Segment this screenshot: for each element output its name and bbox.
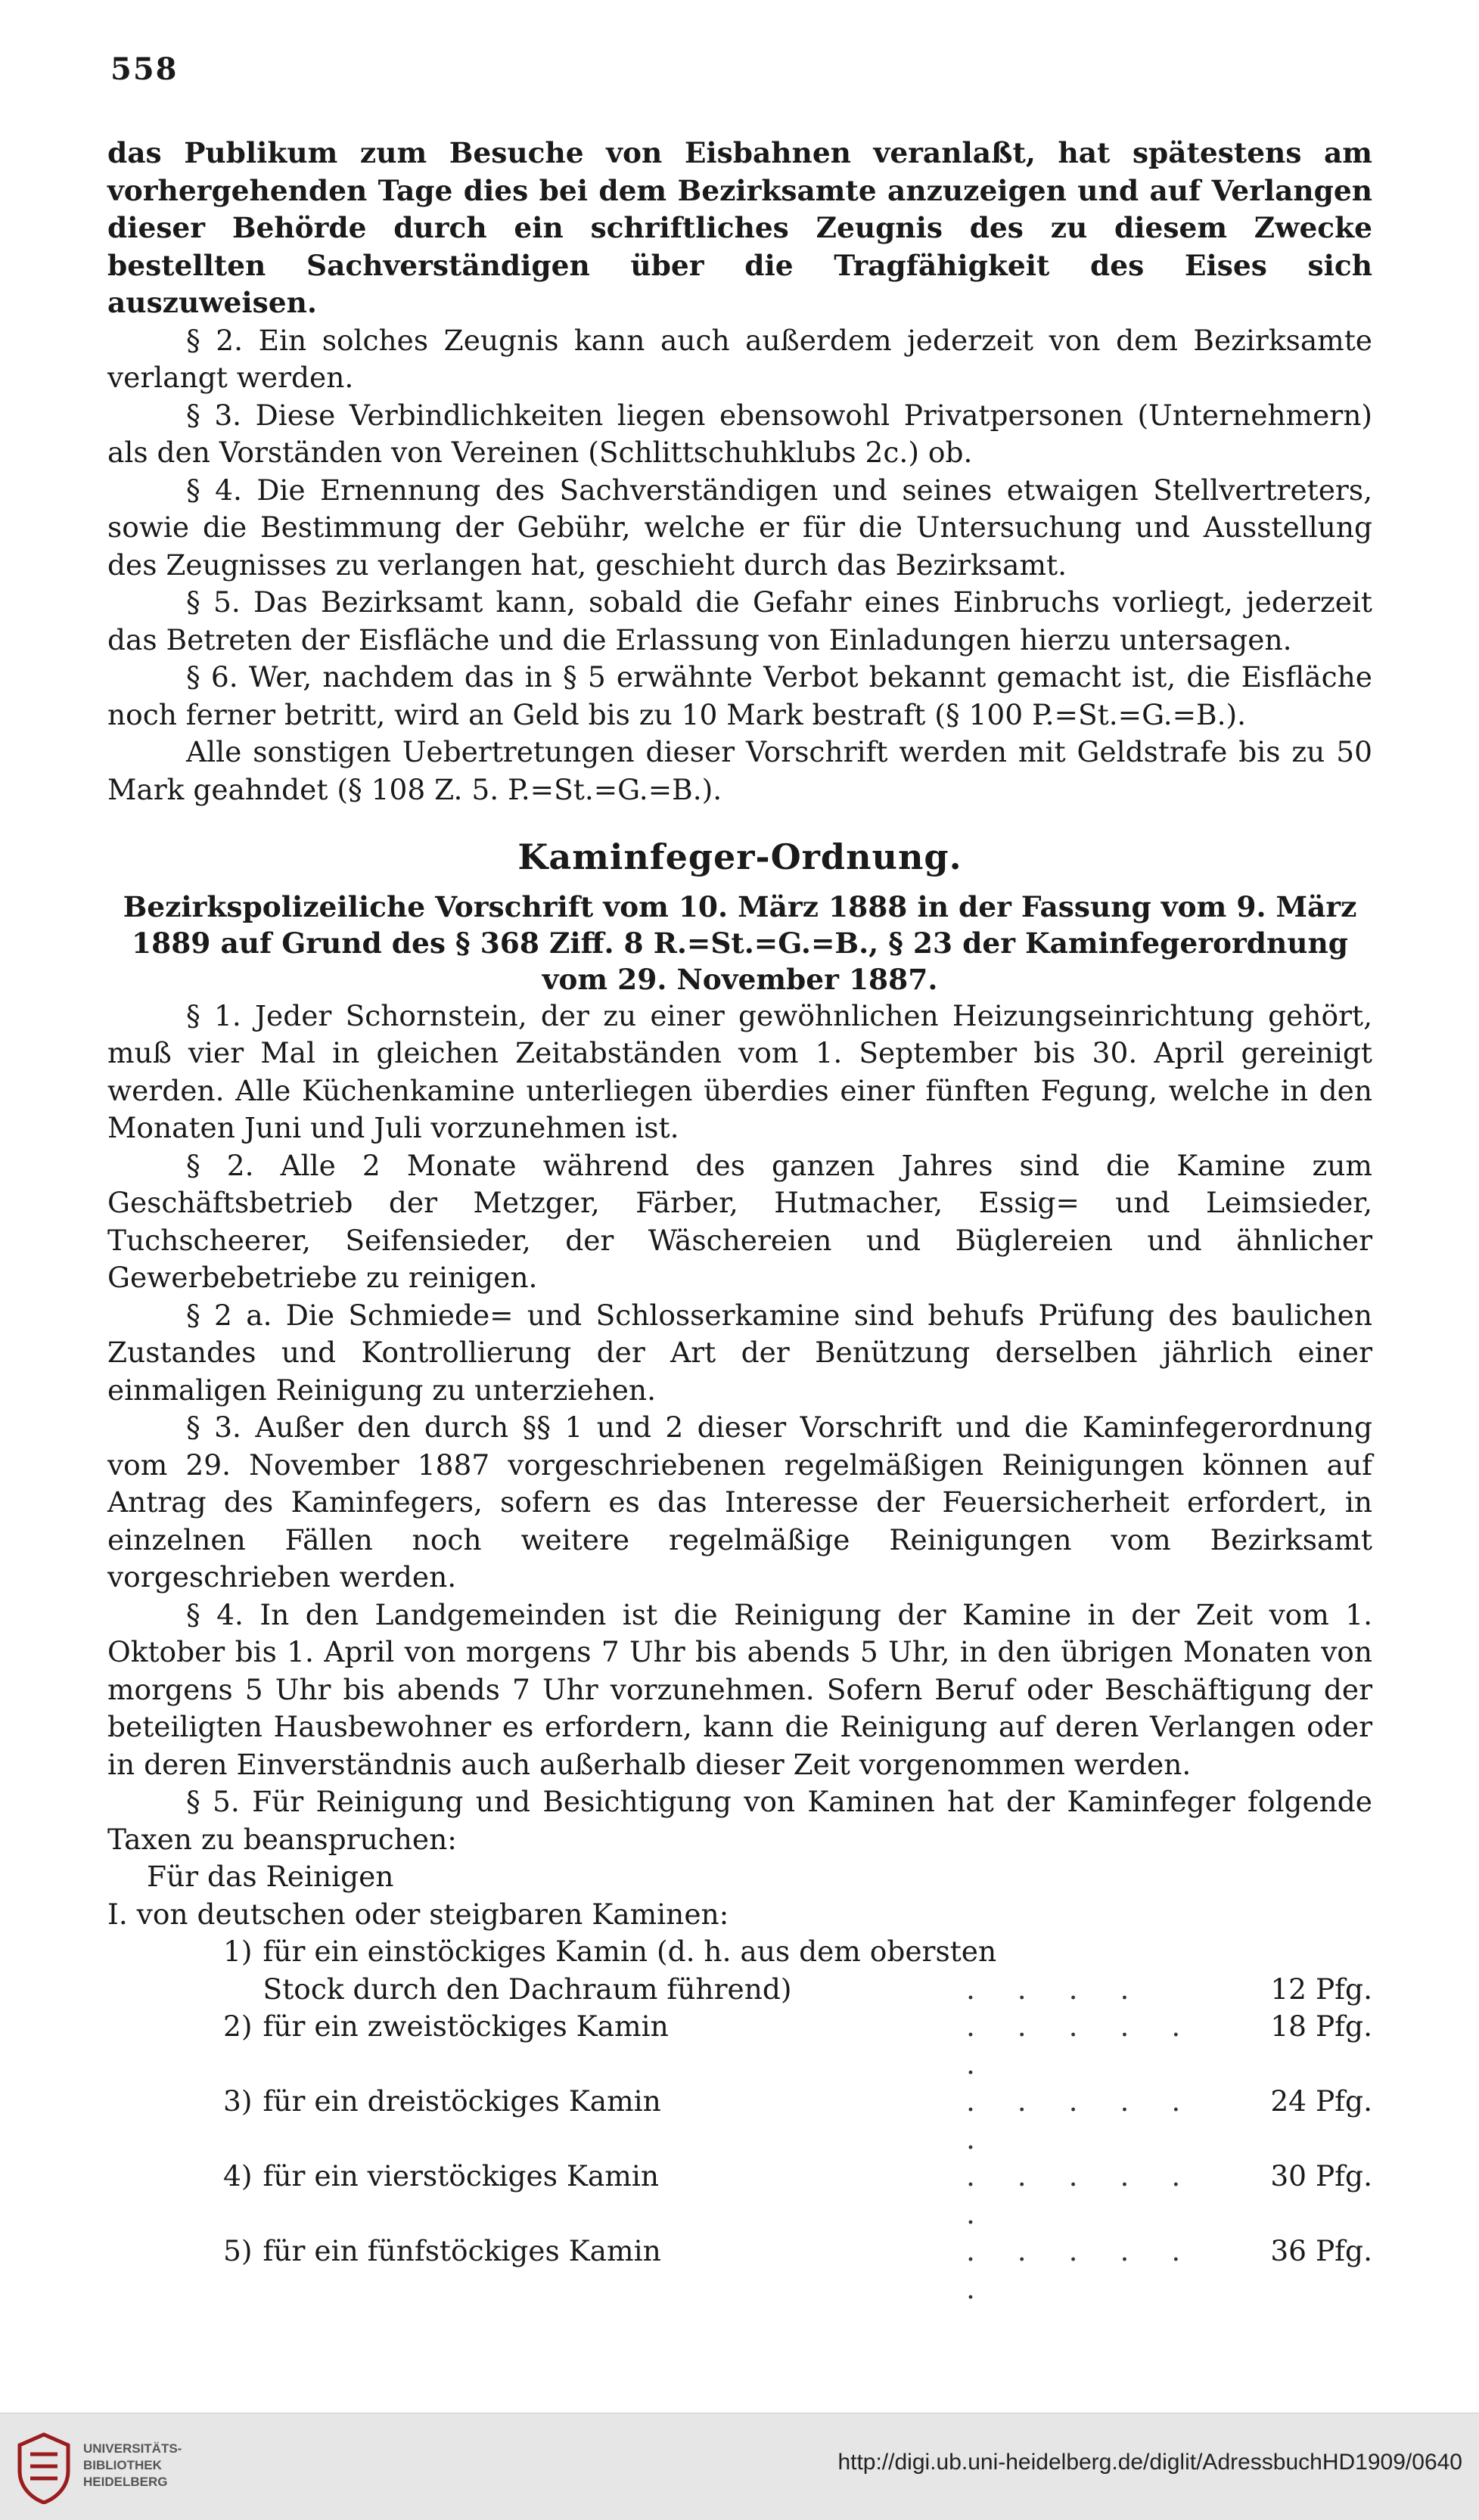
paragraph-section-6-penalty: § 6. Wer, nachdem das in § 5 erwähnte Verbot bekannt gemacht ist, die Eisfläche noch ferner betritt, wird an Geld bis zu 10 Mark bestraft (§ 100 P.=St.=G.=B.).	[107, 660, 1372, 731]
tariff-group-label: I. von deutschen oder steigbaren Kaminen:	[107, 1897, 729, 1931]
paragraph-section-5-prohibition: § 5. Das Bezirksamt kann, sobald die Gefahr eines Einbruchs vorliegt, jederzeit das Betreten der Eisfläche und die Erlassung von Einladungen hierzu untersagen.	[107, 585, 1372, 656]
tariff-price: 12 Pfg.	[1270, 1972, 1372, 2006]
section-heading: Kaminfeger-Ordnung.	[517, 836, 962, 877]
library-logo-text	[83, 2441, 182, 2491]
tariff-row	[107, 2083, 1372, 2158]
tariff-row	[107, 1971, 1372, 2009]
tariff-row	[107, 2158, 1372, 2233]
tariff-price: 30 Pfg.	[1270, 2159, 1372, 2193]
tariff-price: 36 Pfg.	[1270, 2234, 1372, 2267]
tariff-dots: . . . . . .	[965, 2159, 1198, 2230]
fuer-das-reinigen-label: Für das Reinigen	[147, 1860, 394, 1893]
logo-line-1: UNIVERSITÄTS-	[83, 2441, 182, 2456]
tariff-label: für ein fünfstöckiges Kamin	[263, 2234, 661, 2267]
tariff-dots: . . . . . .	[965, 2234, 1198, 2305]
tariff-price: 18 Pfg.	[1270, 2009, 1372, 2043]
tariff-row	[107, 2008, 1372, 2083]
tariff-number: 3)	[223, 2084, 253, 2118]
paragraph-other-violations: Alle sonstigen Uebertretungen dieser Vorschrift werden mit Geldstrafe bis zu 50 Mark geahndet (§ 108 Z. 5. P.=St.=G.=B.).	[107, 735, 1372, 806]
logo-line-2: BIBLIOTHEK	[83, 2458, 162, 2472]
page-number: 558	[110, 51, 179, 87]
tariff-number: 2)	[223, 2009, 253, 2043]
section-subheading: Bezirkspolizeiliche Vorschrift vom 10. März 1888 in der Fassung vom 9. März 1889 auf Grund des § 368 Ziff. 8 R.=St.=G.=B., § 23 der Kaminfegerordnung vom 29. November 1887.	[123, 889, 1357, 996]
source-url-link[interactable]: http://digi.ub.uni-heidelberg.de/diglit/AdressbuchHD1909/0640	[837, 2450, 1462, 2475]
paragraph-section-4-appointment: § 4. Die Ernennung des Sachverständigen und seines etwaigen Stellvertreters, sowie die Bestimmung der Gebühr, welche er für die Untersuchung und Ausstellung des Zeugnisses zu verlangen hat, geschieht durch das Bezirksamt.	[107, 473, 1372, 582]
tariff-dots: . . . . . .	[965, 2084, 1198, 2155]
tariff-label: für ein vierstöckiges Kamin	[263, 2159, 659, 2193]
paragraph-section-2-certificate: § 2. Ein solches Zeugnis kann auch außerdem jederzeit von dem Bezirksamte verlangt werden.	[107, 323, 1372, 394]
tariff-label-continued: Stock durch den Dachraum führend)	[263, 1972, 792, 2006]
tariff-price: 24 Pfg.	[1270, 2084, 1372, 2118]
paragraph-section-3-obligations: § 3. Diese Verbindlichkeiten liegen ebensowohl Privatpersonen (Unternehmern) als den Vorständen von Vereinen (Schlittschuhklubs 2c.) ob.	[107, 398, 1372, 469]
paragraph-kamin-section-2a: § 2 a. Die Schmiede= und Schlosserkamine sind behufs Prüfung des baulichen Zustandes und Kontrollierung der Art der Benützung derselben jährlich einer einmaligen Reinigung zu unterziehen.	[107, 1298, 1372, 1407]
intro-paragraph: das Publikum zum Besuche von Eisbahnen veranlaßt, hat spätestens am vorhergehenden Tage dies bei dem Bezirksamte anzuzeigen und auf Verlangen dieser Behörde durch ein schriftliches Zeugnis des zu diesem Zwecke bestellten Sachverständigen über die Tragfähigkeit des Eises sich auszuweisen.	[107, 136, 1372, 319]
tariff-label: für ein einstöckiges Kamin (d. h. aus dem obersten	[263, 1935, 997, 1968]
paragraph-kamin-section-1: § 1. Jeder Schornstein, der zu einer gewöhnlichen Heizungseinrichtung gehört, muß vier Mal in gleichen Zeitabständen vom 1. September bis 30. April gereinigt werden. Alle Küchenkamine unterliegen überdies einer fünften Fegung, welche in den Monaten Juni und Juli vorzunehmen ist.	[107, 998, 1372, 1144]
tariff-label: für ein zweistöckiges Kamin	[263, 2009, 669, 2043]
document-body	[107, 135, 1372, 2307]
university-seal-icon	[15, 2432, 73, 2504]
tariff-dots: . . . . . .	[965, 2009, 1198, 2081]
paragraph-kamin-section-3: § 3. Außer den durch §§ 1 und 2 dieser Vorschrift und die Kaminfegerordnung vom 29. November 1887 vorgeschriebenen regelmäßigen Reinigungen können auf Antrag des Kaminfegers, sofern es das Interesse der Feuersicherheit erfordert, in einzelnen Fällen noch weitere regelmäßige Reinigungen vom Bezirksamt vorgeschrieben werden.	[107, 1411, 1372, 1594]
tariff-number: 5)	[223, 2234, 253, 2267]
footer-bar	[0, 2413, 1479, 2520]
tariff-row	[107, 2233, 1372, 2307]
tariff-row	[107, 1933, 1372, 1971]
paragraph-kamin-section-4: § 4. In den Landgemeinden ist die Reinigung der Kamine in der Zeit vom 1. Oktober bis 1. April von morgens 7 Uhr bis abends 5 Uhr, in den übrigen Monaten von morgens 5 Uhr bis abends 7 Uhr vorzunehmen. Sofern Beruf oder Beschäftigung der beteiligten Hausbewohner es erfordern, kann die Reinigung auf deren Verlangen oder in deren Einverständnis auch außerhalb dieser Zeit vorgenommen werden.	[107, 1597, 1372, 1781]
tariff-table	[107, 1933, 1372, 2307]
tariff-number: 1)	[223, 1935, 253, 1968]
paragraph-kamin-section-2: § 2. Alle 2 Monate während des ganzen Jahres sind die Kamine zum Geschäftsbetrieb der Metzger, Färber, Hutmacher, Essig= und Leimsieder, Tuchscheerer, Seifensieder, der Wäschereien und Büglereien und ähnlicher Gewerbebetriebe zu reinigen.	[107, 1148, 1372, 1294]
tariff-number: 4)	[223, 2159, 253, 2193]
tariff-dots: . . . .	[965, 1972, 1146, 2006]
paragraph-kamin-section-5: § 5. Für Reinigung und Besichtigung von Kaminen hat der Kaminfeger folgende Taxen zu beanspruchen:	[107, 1785, 1372, 1856]
tariff-label: für ein dreistöckiges Kamin	[263, 2084, 661, 2118]
logo-line-3: HEIDELBERG	[83, 2475, 168, 2489]
